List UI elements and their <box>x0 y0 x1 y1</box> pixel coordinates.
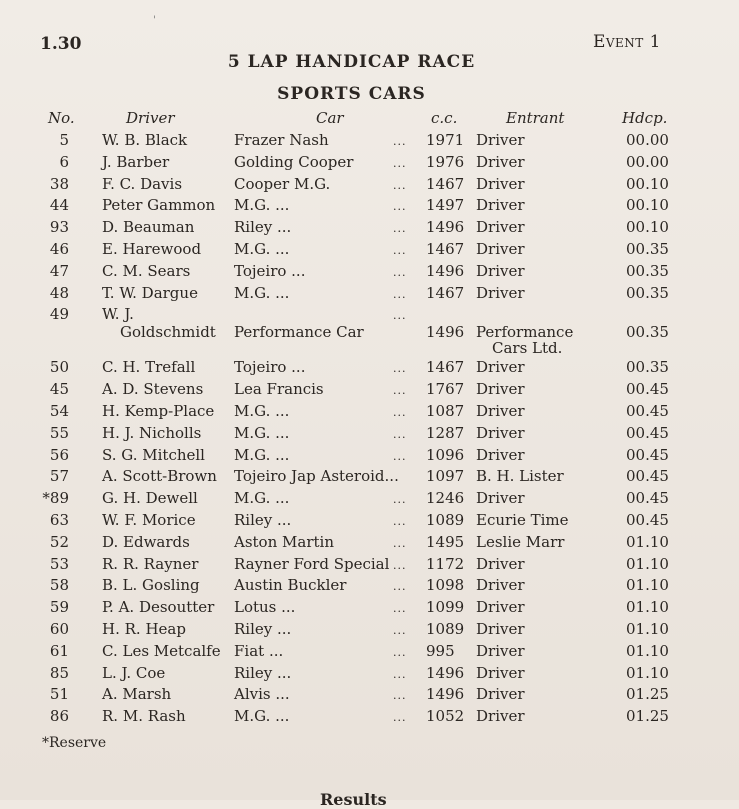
engine-cc: 1496 <box>426 685 465 704</box>
entry-number: 44 <box>49 196 69 215</box>
car-name: M.G. ... <box>234 489 290 508</box>
table-row <box>0 175 739 197</box>
leader-dots: ... <box>393 243 407 257</box>
car-name: Riley ... <box>234 510 292 529</box>
table-row <box>0 380 739 402</box>
engine-cc: 1089 <box>426 619 465 638</box>
leader-dots: ... <box>393 178 407 192</box>
leader-dots: ... <box>393 645 407 659</box>
entrant-name: Driver <box>476 239 525 258</box>
car-name: Riley ... <box>234 663 292 682</box>
entrant-name: Driver <box>476 401 525 420</box>
handicap: 00.35 <box>626 261 669 280</box>
driver-name: H. R. Heap <box>102 619 186 638</box>
entrant-name: Driver <box>476 380 525 399</box>
entrant-name: Driver <box>476 218 525 237</box>
leader-dots: ... <box>393 711 407 725</box>
driver-name: A. Scott-Brown <box>102 467 217 486</box>
car-name: Lotus ... <box>234 598 296 617</box>
entrant-name-line2: Cars Ltd. <box>492 339 563 358</box>
driver-name: G. H. Dewell <box>102 489 198 508</box>
col-header-car: Car <box>316 109 344 127</box>
entry-number: 49 <box>49 305 69 324</box>
car-name: M.G. ... <box>234 401 290 420</box>
car-name: Tojeiro Jap Asteroid... <box>234 467 399 486</box>
car-name: M.G. ... <box>234 423 290 442</box>
engine-cc: 1971 <box>426 131 465 149</box>
driver-name: H. J. Nicholls <box>102 423 202 442</box>
entry-number: 63 <box>49 510 69 529</box>
car-name: Fiat ... <box>234 641 284 660</box>
col-header-cc: c.c. <box>431 109 458 127</box>
engine-cc: 1096 <box>426 445 465 464</box>
driver-name: H. Kemp-Place <box>102 401 215 420</box>
handicap: 01.10 <box>626 663 669 682</box>
handicap: 00.45 <box>626 467 669 486</box>
entrant-name: Driver <box>476 261 525 280</box>
driver-name: R. R. Rayner <box>102 554 199 573</box>
leader-dots: ... <box>393 309 407 323</box>
table-row <box>0 642 739 664</box>
driver-name: J. Barber <box>102 152 170 171</box>
table-row <box>0 707 739 729</box>
driver-name: D. Beauman <box>102 218 195 237</box>
engine-cc: 1496 <box>426 663 465 682</box>
handicap: 01.25 <box>626 685 669 704</box>
engine-cc: 1496 <box>426 218 465 237</box>
engine-cc: 1097 <box>426 467 465 486</box>
leader-dots: ... <box>393 667 407 681</box>
car-name: Riley ... <box>234 218 292 237</box>
handicap: 01.10 <box>626 598 669 617</box>
entry-number: 47 <box>49 261 69 280</box>
driver-name: C. Les Metcalfe <box>102 641 221 660</box>
entry-number: 58 <box>49 576 69 595</box>
entrant-name: Driver <box>476 423 525 442</box>
car-name: Austin Buckler <box>234 576 347 595</box>
handicap: 00.35 <box>626 283 669 302</box>
leader-dots: ... <box>393 384 407 398</box>
driver-name: A. D. Stevens <box>102 380 204 399</box>
handicap: 00.35 <box>626 358 669 377</box>
car-name: Lea Francis <box>234 380 324 399</box>
leader-dots: ... <box>393 449 407 463</box>
table-row <box>0 424 739 446</box>
leader-dots: ... <box>393 558 407 572</box>
car-name: Tojeiro ... <box>234 261 306 280</box>
entry-number: 61 <box>49 641 69 660</box>
table-row <box>0 402 739 424</box>
table-row <box>0 620 739 642</box>
car-name: M.G. ... <box>234 283 290 302</box>
entry-number: 85 <box>49 663 69 682</box>
handicap: 00.45 <box>626 401 669 420</box>
entry-number: 55 <box>49 423 69 442</box>
handicap: 01.10 <box>626 576 669 595</box>
race-title: 5 LAP HANDICAP RACE <box>227 52 476 72</box>
entrant-name: Driver <box>476 619 525 638</box>
entrant-name: Driver <box>476 445 525 464</box>
car-name: M.G. ... <box>234 707 290 726</box>
table-row <box>0 153 739 175</box>
driver-name: W. B. Black <box>102 131 188 149</box>
entrant-name: Leslie Marr <box>476 532 565 551</box>
driver-name: E. Harewood <box>102 239 202 258</box>
engine-cc: 1246 <box>426 489 465 508</box>
driver-name: C. H. Trefall <box>102 358 196 377</box>
entrant-name: Driver <box>476 641 525 660</box>
leader-dots: ... <box>393 405 407 419</box>
driver-name: C. M. Sears <box>102 261 191 280</box>
engine-cc: 1467 <box>426 239 465 258</box>
handicap: 00.45 <box>626 445 669 464</box>
table-row <box>0 218 739 240</box>
leader-dots: ... <box>393 536 407 550</box>
car-name: M.G. ... <box>234 239 290 258</box>
handicap: 00.45 <box>626 380 669 399</box>
entry-list <box>0 131 739 729</box>
car-name: Tojeiro ... <box>234 358 306 377</box>
entrant-name: B. H. Lister <box>476 467 564 486</box>
table-row <box>0 284 739 306</box>
handicap: 00.00 <box>626 131 669 149</box>
handicap: 01.25 <box>626 707 669 726</box>
driver-name: F. C. Davis <box>102 174 183 193</box>
leader-dots: ... <box>393 222 407 236</box>
table-row <box>0 262 739 284</box>
engine-cc: 1767 <box>426 380 465 399</box>
driver-name: A. Marsh <box>102 685 172 704</box>
table-row <box>0 467 739 489</box>
engine-cc: 1467 <box>426 283 465 302</box>
entrant-name: Driver <box>476 174 525 193</box>
handicap: 01.10 <box>626 619 669 638</box>
car-name: Riley ... <box>234 619 292 638</box>
handicap: 00.10 <box>626 174 669 193</box>
leader-dots: ... <box>393 156 407 170</box>
leader-dots: ... <box>393 135 407 148</box>
driver-name: T. W. Dargue <box>102 283 198 302</box>
engine-cc: 995 <box>426 641 455 660</box>
car-name: Aston Martin <box>234 532 334 551</box>
entrant-name: Driver <box>476 489 525 508</box>
car-name: M.G. ... <box>234 445 290 464</box>
table-row <box>0 685 739 707</box>
engine-cc: 1098 <box>426 576 465 595</box>
event-number: Event 1 <box>592 32 661 52</box>
entrant-name: Driver <box>476 663 525 682</box>
leader-dots: ... <box>393 493 407 507</box>
entrant-name: Driver <box>476 707 525 726</box>
driver-name: P. A. Desoutter <box>102 598 215 617</box>
car-name: Frazer Nash <box>234 131 329 149</box>
car-name: Rayner Ford Special <box>234 554 390 573</box>
handicap: 01.10 <box>626 554 669 573</box>
entry-number: 6 <box>59 152 69 171</box>
entrant-name: Driver <box>476 598 525 617</box>
driver-name: B. L. Gosling <box>102 576 200 595</box>
entrant-name: Driver <box>476 576 525 595</box>
entrant-name: Driver <box>476 554 525 573</box>
race-time: 1.30 <box>40 34 82 54</box>
table-row <box>0 576 739 598</box>
entrant-name: Driver <box>476 283 525 302</box>
table-row <box>0 511 739 533</box>
engine-cc: 1099 <box>426 598 465 617</box>
leader-dots: ... <box>393 580 407 594</box>
entry-number: 54 <box>49 401 69 420</box>
car-name: M.G. ... <box>234 196 290 215</box>
car-name: Alvis ... <box>234 685 290 704</box>
leader-dots: ... <box>393 200 407 214</box>
engine-cc: 1087 <box>426 401 465 420</box>
entry-number: 46 <box>49 239 69 258</box>
entry-number: 52 <box>49 532 69 551</box>
entry-number: 5 <box>59 131 69 149</box>
engine-cc: 1287 <box>426 423 465 442</box>
leader-dots: ... <box>393 623 407 637</box>
driver-name: R. M. Rash <box>102 707 186 726</box>
engine-cc: 1496 <box>426 261 465 280</box>
entry-number: 60 <box>49 619 69 638</box>
table-row <box>0 240 739 262</box>
table-row <box>0 489 739 511</box>
engine-cc: 1467 <box>426 174 465 193</box>
handicap: 00.10 <box>626 218 669 237</box>
driver-name: Peter Gammon <box>102 196 216 215</box>
driver-name-line2: Goldschmidt <box>120 323 216 342</box>
driver-name: W. F. Morice <box>102 510 196 529</box>
handicap: 00.10 <box>626 196 669 215</box>
engine-cc: 1976 <box>426 152 465 171</box>
driver-name: L. J. Coe <box>102 663 166 682</box>
handicap: 00.35 <box>626 239 669 258</box>
table-row <box>0 555 739 577</box>
handicap: 00.45 <box>626 423 669 442</box>
leader-dots: ... <box>393 427 407 441</box>
entry-number: 38 <box>49 174 69 193</box>
leader-dots: ... <box>393 689 407 703</box>
leader-dots: ... <box>393 265 407 279</box>
entry-number: 86 <box>49 707 69 726</box>
driver-name: W. J. <box>102 305 134 324</box>
engine-cc: 1495 <box>426 532 465 551</box>
col-header-driver: Driver <box>126 109 175 127</box>
leader-dots: ... <box>393 514 407 528</box>
car-name: Performance Car <box>234 323 364 342</box>
engine-cc: 1172 <box>426 554 465 573</box>
entry-number: 53 <box>49 554 69 573</box>
handicap: 00.35 <box>626 323 669 342</box>
col-header-hdcp: Hdcp. <box>622 109 668 127</box>
entry-number: 57 <box>49 467 69 486</box>
car-name: Cooper M.G. <box>234 174 331 193</box>
handicap: 00.00 <box>626 152 669 171</box>
entry-number: 50 <box>49 358 69 377</box>
entry-number: 59 <box>49 598 69 617</box>
engine-cc: 1089 <box>426 510 465 529</box>
entrant-name: Driver <box>476 131 525 149</box>
footnote: *Reserve <box>42 735 107 751</box>
paper-mark: ' <box>153 15 156 26</box>
entrant-name: Driver <box>476 358 525 377</box>
table-row <box>0 358 739 380</box>
handicap: 00.45 <box>626 489 669 508</box>
engine-cc: 1467 <box>426 358 465 377</box>
engine-cc: 1496 <box>426 323 465 342</box>
entrant-name: Driver <box>476 152 525 171</box>
entry-number: 93 <box>49 218 69 237</box>
table-row <box>0 533 739 555</box>
entrant-name: Driver <box>476 685 525 704</box>
leader-dots: ... <box>393 362 407 376</box>
entry-number: *89 <box>42 489 69 508</box>
entrant-name: Performance <box>476 323 574 342</box>
entry-number: 51 <box>49 685 69 704</box>
driver-name: D. Edwards <box>102 532 190 551</box>
table-row <box>0 664 739 686</box>
table-row <box>0 446 739 468</box>
table-row <box>0 131 739 153</box>
leader-dots: ... <box>393 287 407 301</box>
entrant-name: Driver <box>476 196 525 215</box>
driver-name: S. G. Mitchell <box>102 445 205 464</box>
entry-number: 45 <box>49 380 69 399</box>
results-heading: Results <box>320 790 387 809</box>
handicap: 01.10 <box>626 641 669 660</box>
handicap: 01.10 <box>626 532 669 551</box>
car-name: Golding Cooper <box>234 152 354 171</box>
col-header-no: No. <box>48 109 75 127</box>
engine-cc: 1052 <box>426 707 465 726</box>
table-row <box>0 305 739 358</box>
table-row <box>0 598 739 620</box>
race-subtitle: SPORTS CARS <box>277 84 426 104</box>
engine-cc: 1497 <box>426 196 465 215</box>
table-row <box>0 196 739 218</box>
leader-dots: ... <box>393 602 407 616</box>
handicap: 00.45 <box>626 510 669 529</box>
entry-number: 48 <box>49 283 69 302</box>
entrant-name: Ecurie Time <box>476 510 569 529</box>
entry-number: 56 <box>49 445 69 464</box>
col-header-entrant: Entrant <box>506 109 565 127</box>
